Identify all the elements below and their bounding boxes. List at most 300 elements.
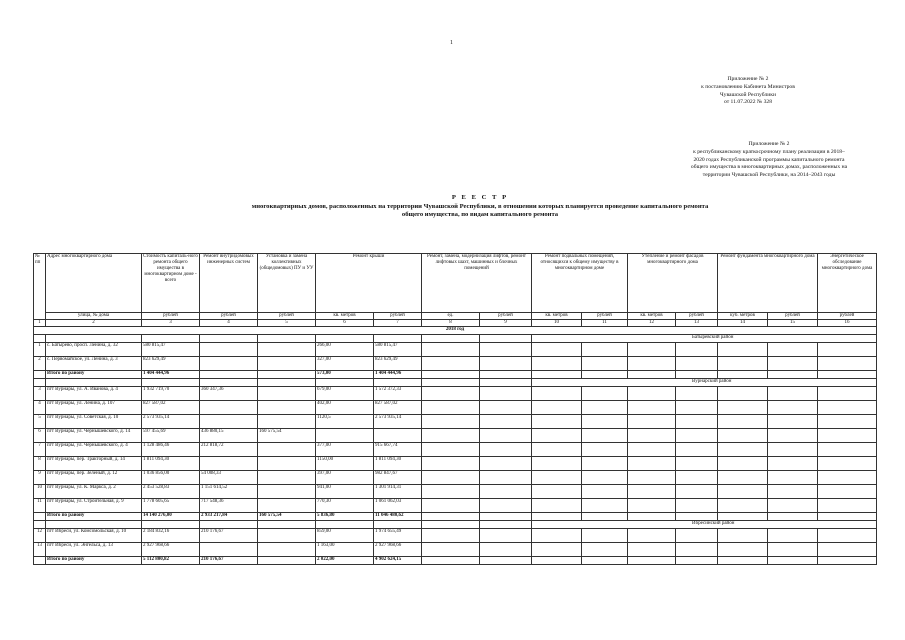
cost-cell: 1 036 856,00 (142, 471, 200, 485)
roof-area-cell: 402,00 (316, 401, 374, 415)
empty-cell (422, 335, 480, 343)
empty-cell (200, 379, 258, 387)
row-number: 4 (34, 401, 46, 415)
total-meters: 160 575,54 (258, 513, 316, 521)
empty-cell (676, 387, 718, 401)
roof-cost-cell: 1 301 914,31 (374, 485, 422, 499)
page-number: 1 (450, 40, 453, 46)
engineering-cell (200, 543, 258, 557)
empty-cell (676, 543, 718, 557)
unit-cell: рублей (676, 313, 718, 320)
header-facade: Утепление и ремонт фасадов многоквартирного дома (628, 254, 718, 313)
empty-cell (142, 521, 200, 529)
empty-cell (718, 499, 768, 513)
empty-cell (718, 429, 768, 443)
table-row (34, 429, 877, 443)
table-row (34, 543, 877, 557)
unit-cell: рублей (818, 313, 877, 320)
empty-cell (628, 429, 676, 443)
unit-cell: кв. метров (628, 313, 676, 320)
table-row (34, 343, 877, 357)
region-row (34, 335, 877, 343)
empty-cell (628, 343, 676, 357)
appendix-cabinet-resolution (688, 76, 808, 107)
empty-cell (768, 499, 818, 513)
empty-cell (532, 543, 582, 557)
empty-cell (628, 513, 676, 521)
total-roof-cost: 11 046 480,62 (374, 513, 422, 521)
empty-cell (258, 379, 316, 387)
empty-cell (258, 521, 316, 529)
col-number: 13 (676, 320, 718, 327)
appendix-republican-plan (669, 141, 869, 180)
empty-cell (676, 499, 718, 513)
empty-cell (628, 401, 676, 415)
region-name: Ибресинский район (532, 521, 877, 529)
empty-cell (676, 415, 718, 429)
cost-cell: 1 932 719,70 (142, 387, 200, 401)
roof-cost-cell: 2 573 935,14 (374, 415, 422, 429)
title-line-2: многоквартирных домов, расположенных на территории Чувашской Республики, в отношении которых планируется проведение капитального ремонта (251, 202, 709, 210)
empty-cell (480, 371, 532, 379)
empty-cell (422, 371, 480, 379)
empty-cell (422, 443, 480, 457)
empty-cell (532, 513, 582, 521)
empty-cell (142, 335, 200, 343)
table-row (34, 401, 877, 415)
total-cost: 14 140 276,00 (142, 513, 200, 521)
empty-cell (46, 379, 142, 387)
empty-cell (628, 543, 676, 557)
total-row (34, 371, 877, 379)
address-cell: пгт Вурнары, ул. А. Иванова, д. 4 (46, 387, 142, 401)
cost-cell: 1 128 486,46 (142, 443, 200, 457)
empty-cell (480, 543, 532, 557)
empty-cell (676, 443, 718, 457)
meters-cell (258, 457, 316, 471)
unit-cell: рублей (142, 313, 200, 320)
empty-cell (422, 543, 480, 557)
empty-cell (818, 401, 877, 415)
address-cell: пгт Вурнары, ул. Ленина, д. 107 (46, 401, 142, 415)
empty-cell (676, 371, 718, 379)
meters-cell (258, 415, 316, 429)
total-meters (258, 557, 316, 565)
empty-cell (718, 457, 768, 471)
meters-cell (258, 357, 316, 371)
empty-cell (818, 457, 877, 471)
empty-cell (582, 357, 628, 371)
empty-cell (818, 499, 877, 513)
total-row (34, 513, 877, 521)
empty-cell (718, 543, 768, 557)
total-engineering: 210 176,67 (200, 557, 258, 565)
meters-cell (258, 343, 316, 357)
roof-cost-cell: 1 572 372,33 (374, 387, 422, 401)
total-roof-area: 573,00 (316, 371, 374, 379)
total-label: Итого по району (46, 557, 142, 565)
row-number: 9 (34, 471, 46, 485)
header-roof: Ремонт крыши (316, 254, 422, 313)
col-number: 8 (422, 320, 480, 327)
table-row (34, 415, 877, 429)
unit-cell: кв. метров (316, 313, 374, 320)
roof-cost-cell: 2 927 968,66 (374, 543, 422, 557)
empty-cell (818, 429, 877, 443)
empty-cell (142, 379, 200, 387)
empty-cell (480, 379, 532, 387)
header-lifts: Ремонт, замена, модернизация лифтов, ремонт лифтовых шахт, машинных и блочных помещений (422, 254, 532, 313)
col-number: 11 (582, 320, 628, 327)
table-row (34, 457, 877, 471)
engineering-cell (200, 401, 258, 415)
header-row (34, 254, 877, 313)
empty-cell (480, 343, 532, 357)
empty-cell (582, 543, 628, 557)
empty-cell (768, 529, 818, 543)
header-engineering: Ремонт внутридомовых инженерных систем (200, 254, 258, 313)
unit-cell: куб. метров (718, 313, 768, 320)
empty-cell (582, 401, 628, 415)
empty-cell (718, 415, 768, 429)
title-line-3: общего имущества, по видам капитального ремонта (401, 211, 559, 219)
cost-cell: 1 778 605,65 (142, 499, 200, 513)
total-cost: 1 404 444,96 (142, 371, 200, 379)
empty-cell (676, 457, 718, 471)
empty-cell (422, 357, 480, 371)
region-row (34, 379, 877, 387)
appendix2-line: к республиканскому краткосрочному плану реализации в 2018– (693, 148, 845, 155)
empty-cell (532, 415, 582, 429)
empty-cell (582, 457, 628, 471)
col-number: 1 (34, 320, 46, 327)
table-row (34, 387, 877, 401)
total-roof-area: 5 836,80 (316, 513, 374, 521)
table-row (34, 443, 877, 457)
header-meters: Установка и замена коллективных (общедомовых) ПУ и УУ (258, 254, 316, 313)
col-number: 4 (200, 320, 258, 327)
roof-area-cell: 1 163,00 (316, 543, 374, 557)
address-cell: пгт Вурнары, ул. Чернышевского, д. 14 (46, 429, 142, 443)
empty-cell (628, 529, 676, 543)
empty-cell (676, 485, 718, 499)
address-cell: пгт Вурнары, пер. Зеленый, д. 12 (46, 471, 142, 485)
table-row (34, 485, 877, 499)
total-engineering (200, 371, 258, 379)
empty-cell (582, 387, 628, 401)
header-foundation: Ремонт фундамента многоквартирного дома (718, 254, 818, 313)
empty-cell (768, 471, 818, 485)
row-number: 6 (34, 429, 46, 443)
empty-cell (480, 521, 532, 529)
empty-cell (768, 357, 818, 371)
empty-cell (422, 521, 480, 529)
appendix1-line: Чувашской Республики (720, 91, 776, 98)
engineering-cell: 436 880,15 (200, 429, 258, 443)
address-cell: пгт Ибреси, ул. Энгельса, д. 13 (46, 543, 142, 557)
empty-cell (628, 415, 676, 429)
empty-cell (480, 499, 532, 513)
row-number: 3 (34, 387, 46, 401)
roof-area-cell: 327,00 (316, 357, 374, 371)
address-cell: пгт Ибреси, ул. Комсомольская, д. 10 (46, 529, 142, 543)
engineering-cell: 212 818,72 (200, 443, 258, 457)
roof-cost-cell: 915 667,74 (374, 443, 422, 457)
empty-cell (768, 401, 818, 415)
empty-cell (582, 499, 628, 513)
empty-cell (374, 379, 422, 387)
roof-cost-cell: 1 811 094,30 (374, 457, 422, 471)
row-number: 13 (34, 543, 46, 557)
row-number: 11 (34, 499, 46, 513)
empty-cell (676, 557, 718, 565)
empty-cell (532, 499, 582, 513)
empty-cell (422, 529, 480, 543)
empty-cell (818, 357, 877, 371)
roof-cost-cell: 580 815,47 (374, 343, 422, 357)
empty-cell (718, 371, 768, 379)
unit-cell: рублей (258, 313, 316, 320)
engineering-cell: 360 347,36 (200, 387, 258, 401)
empty-cell (532, 401, 582, 415)
registry-table (33, 253, 877, 565)
document-title (120, 194, 840, 220)
unit-cell: рублей (200, 313, 258, 320)
empty-cell (818, 485, 877, 499)
empty-cell (582, 371, 628, 379)
empty-cell (422, 429, 480, 443)
row-number: 7 (34, 443, 46, 457)
empty-cell (628, 357, 676, 371)
roof-area-cell: 941,00 (316, 485, 374, 499)
empty-cell (628, 471, 676, 485)
roof-area-cell: 679,00 (316, 387, 374, 401)
meters-cell: 160 575,54 (258, 429, 316, 443)
empty-cell (480, 357, 532, 371)
empty-cell (34, 371, 46, 379)
empty-cell (422, 557, 480, 565)
empty-cell (480, 557, 532, 565)
header-address: Адрес многоквартирного дома (46, 254, 142, 313)
col-number: 5 (258, 320, 316, 327)
empty-cell (768, 429, 818, 443)
empty-cell (480, 387, 532, 401)
empty-cell (480, 429, 532, 443)
empty-cell (532, 357, 582, 371)
empty-cell (768, 343, 818, 357)
engineering-cell: 54 008,33 (200, 471, 258, 485)
cost-cell: 1 811 094,30 (142, 457, 200, 471)
table-row (34, 357, 877, 371)
unit-cell: кв. метров (532, 313, 582, 320)
address-cell: с. Батырево, просп. Ленина, д. 32 (46, 343, 142, 357)
empty-cell (532, 343, 582, 357)
empty-cell (628, 557, 676, 565)
roof-area-cell (316, 429, 374, 443)
roof-cost-cell: 982 847,67 (374, 471, 422, 485)
empty-cell (532, 387, 582, 401)
registry-body (34, 335, 877, 565)
year-row (34, 327, 877, 335)
empty-cell (422, 513, 480, 521)
units-row (34, 313, 877, 320)
total-label: Итого по району (46, 371, 142, 379)
empty-cell (818, 415, 877, 429)
appendix1-line: Приложение № 2 (727, 76, 769, 82)
empty-cell (582, 429, 628, 443)
unit-cell: рублей (582, 313, 628, 320)
empty-cell (422, 499, 480, 513)
empty-cell (768, 485, 818, 499)
empty-cell (676, 343, 718, 357)
col-number: 14 (718, 320, 768, 327)
empty-cell (718, 485, 768, 499)
cost-cell: 597 455,69 (142, 429, 200, 443)
empty-cell (768, 513, 818, 521)
empty-cell (628, 371, 676, 379)
empty-cell (532, 443, 582, 457)
meters-cell (258, 387, 316, 401)
empty-cell (582, 471, 628, 485)
header-num: № пп (34, 254, 46, 320)
appendix2-line: Приложение № 2 (748, 141, 790, 147)
total-roof-area: 2 022,00 (316, 557, 374, 565)
empty-cell (480, 443, 532, 457)
empty-cell (480, 529, 532, 543)
empty-cell (422, 387, 480, 401)
col-number: 16 (818, 320, 877, 327)
engineering-cell (200, 457, 258, 471)
address-cell: пгт Вурнары, ул. К. Маркса, д. 2 (46, 485, 142, 499)
empty-cell (422, 379, 480, 387)
empty-cell (582, 443, 628, 457)
unit-cell: рублей (374, 313, 422, 320)
empty-cell (768, 557, 818, 565)
header-energy: Энергетическое обследование многоквартирного дома (818, 254, 877, 313)
unit-cell: улица, № дома (46, 313, 142, 320)
appendix1-line: от 11.07.2022 № 328 (723, 99, 773, 106)
address-cell: пгт Вурнары, ул. Советская, д. 10 (46, 415, 142, 429)
empty-cell (480, 335, 532, 343)
empty-cell (768, 387, 818, 401)
empty-cell (316, 379, 374, 387)
empty-cell (718, 387, 768, 401)
region-name: Батыревский район (532, 335, 877, 343)
roof-area-cell: 770,30 (316, 499, 374, 513)
empty-cell (768, 415, 818, 429)
empty-cell (582, 513, 628, 521)
year-label: 2018 год (34, 327, 877, 335)
empty-cell (628, 387, 676, 401)
table-row (34, 529, 877, 543)
meters-cell (258, 543, 316, 557)
empty-cell (582, 343, 628, 357)
empty-cell (768, 543, 818, 557)
empty-cell (422, 471, 480, 485)
empty-cell (818, 471, 877, 485)
empty-cell (628, 499, 676, 513)
appendix2-line: 2020 годах Республиканской программы капитального ремонта (693, 156, 845, 163)
empty-cell (422, 343, 480, 357)
roof-area-cell: 266,00 (316, 343, 374, 357)
total-label: Итого по району (46, 513, 142, 521)
empty-cell (818, 557, 877, 565)
empty-cell (34, 521, 46, 529)
table-row (34, 471, 877, 485)
roof-area-cell: 377,00 (316, 443, 374, 457)
empty-cell (422, 457, 480, 471)
empty-cell (628, 443, 676, 457)
row-number: 1 (34, 343, 46, 357)
empty-cell (676, 513, 718, 521)
row-number: 8 (34, 457, 46, 471)
meters-cell (258, 499, 316, 513)
row-number: 2 (34, 357, 46, 371)
engineering-cell (200, 357, 258, 371)
meters-cell (258, 471, 316, 485)
cost-cell: 823 629,49 (142, 357, 200, 371)
address-cell: с. Первомайское, ул. Ленина, д. 3 (46, 357, 142, 371)
empty-cell (422, 485, 480, 499)
empty-cell (768, 457, 818, 471)
empty-cell (582, 529, 628, 543)
cost-cell: 2 453 528,83 (142, 485, 200, 499)
empty-cell (718, 557, 768, 565)
empty-cell (422, 415, 480, 429)
cost-cell: 827 587,02 (142, 401, 200, 415)
empty-cell (422, 401, 480, 415)
cost-cell: 580 815,47 (142, 343, 200, 357)
empty-cell (532, 485, 582, 499)
empty-cell (34, 335, 46, 343)
address-cell: пгт Вурнары, пер. Тракторный, д. 14 (46, 457, 142, 471)
roof-cost-cell: 1 061 062,03 (374, 499, 422, 513)
col-number: 6 (316, 320, 374, 327)
col-number: 3 (142, 320, 200, 327)
cost-cell: 2 573 935,14 (142, 415, 200, 429)
total-engineering: 2 933 217,84 (200, 513, 258, 521)
roof-cost-cell (374, 429, 422, 443)
empty-cell (818, 343, 877, 357)
header-cost: Стоимость капиталь-ного ремонта общего имущества в многоквартирном доме - всего (142, 254, 200, 313)
empty-cell (718, 471, 768, 485)
region-name: Вурнарский район (532, 379, 877, 387)
empty-cell (768, 371, 818, 379)
empty-cell (818, 543, 877, 557)
title-registry: Р Е Е С Т Р (451, 194, 509, 201)
roof-cost-cell: 827 587,02 (374, 401, 422, 415)
col-number: 7 (374, 320, 422, 327)
empty-cell (818, 529, 877, 543)
empty-cell (676, 429, 718, 443)
empty-cell (628, 457, 676, 471)
meters-cell (258, 485, 316, 499)
address-cell: пгт Вурнары, ул. Строительная, д. 9 (46, 499, 142, 513)
column-numbers-row (34, 320, 877, 327)
empty-cell (718, 513, 768, 521)
cost-cell: 2 184 832,16 (142, 529, 200, 543)
appendix2-line: территории Чувашской Республики, на 2014–2043 годы (702, 172, 836, 179)
empty-cell (34, 557, 46, 565)
empty-cell (258, 335, 316, 343)
empty-cell (818, 513, 877, 521)
appendix1-line: к постановлению Кабинета Министров (701, 83, 795, 90)
empty-cell (718, 357, 768, 371)
meters-cell (258, 401, 316, 415)
appendix2-line: общего имущества в многоквартирных домах, расположенных на (690, 164, 848, 171)
row-number: 12 (34, 529, 46, 543)
empty-cell (718, 529, 768, 543)
